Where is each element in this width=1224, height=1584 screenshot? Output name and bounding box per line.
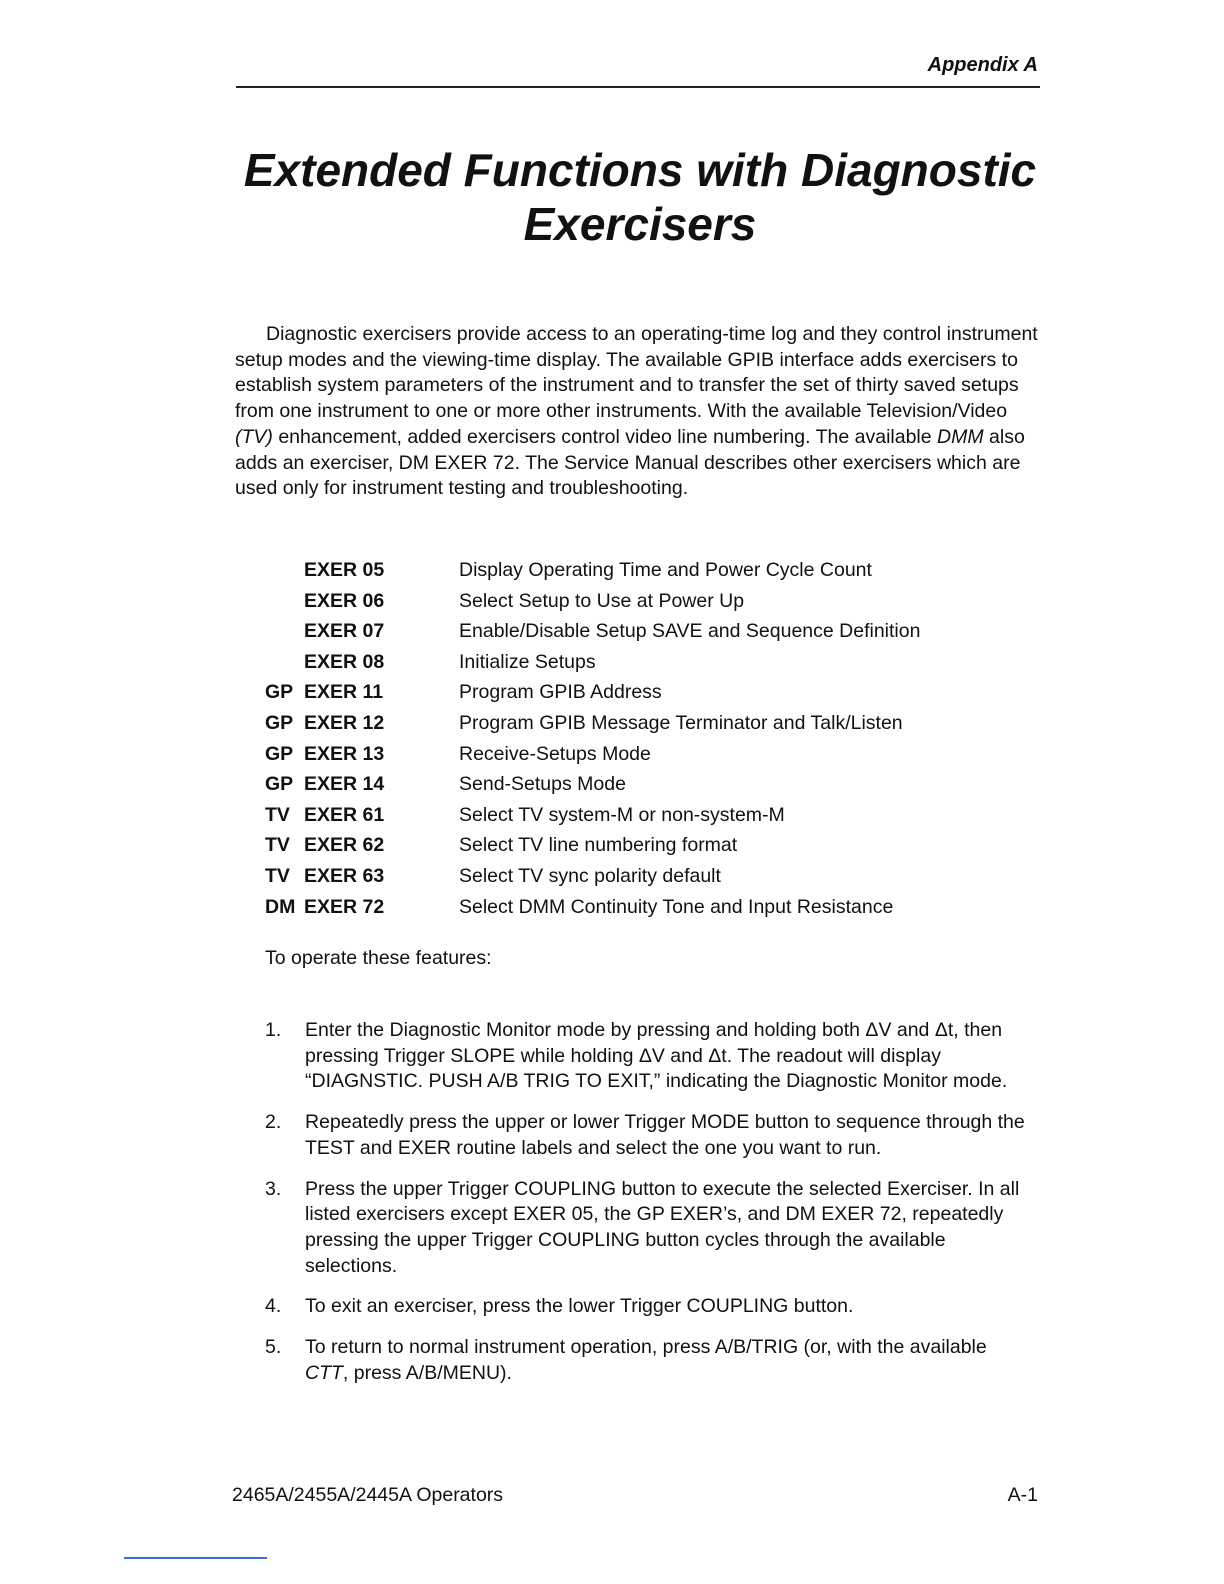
exerciser-code: EXER 13 — [304, 742, 385, 765]
intro-text-2: enhancement, added exercisers control video line numbering. The available — [272, 425, 938, 448]
exerciser-description: Select DMM Continuity Tone and Input Resistance — [459, 895, 894, 918]
intro-text-3: also adds an exerciser, DM EXER 72. The Service Manual describes other exercisers which are used only for instrument testing and troubleshooting. — [235, 425, 1025, 500]
step-text: Enter the Diagnostic Monitor mode by pressing and holding both ΔV and Δt, then pressing Trigger SLOPE while holding ΔV and Δt. The readout will display “DIAGNSTIC. PUSH A/B TRIG TO EXIT,” indicating the Diagnostic Monitor mode. — [305, 1019, 1008, 1093]
exerciser-row — [265, 739, 1025, 770]
exerciser-description: Select TV sync polarity default — [459, 864, 721, 887]
exerciser-prefix: DM — [265, 895, 296, 918]
exerciser-code: EXER 63 — [304, 864, 385, 887]
exerciser-code: EXER 08 — [304, 650, 385, 673]
exerciser-row — [265, 800, 1025, 831]
exerciser-table — [265, 555, 1025, 922]
step-item — [265, 1177, 1035, 1280]
exerciser-row — [265, 830, 1025, 861]
exerciser-description: Program GPIB Message Terminator and Talk/Listen — [459, 711, 903, 734]
step-item — [265, 1294, 1035, 1320]
step-number: 5. — [265, 1336, 282, 1359]
exerciser-description: Select Setup to Use at Power Up — [459, 589, 745, 612]
exerciser-row — [265, 892, 1025, 923]
exerciser-row — [265, 677, 1025, 708]
step-number: 1. — [265, 1019, 282, 1041]
exerciser-row — [265, 647, 1025, 678]
step-text: Press the upper Trigger COUPLING button to execute the selected Exerciser. In all listed exercisers except EXER 05, the GP EXER’s, and DM EXER 72, repeatedly pressing the upper Trigger COUPLING button cycles through the available selections. — [305, 1177, 1020, 1277]
exerciser-code: EXER 12 — [304, 711, 385, 734]
intro-paragraph — [235, 322, 1040, 502]
exerciser-row — [265, 769, 1025, 800]
step-text: Repeatedly press the upper or lower Trigger MODE button to sequence through the TEST and EXER routine labels and select the one you want to run. — [305, 1111, 1025, 1159]
steps-list — [265, 1018, 1035, 1386]
exerciser-row — [265, 616, 1025, 647]
step-number: 3. — [265, 1177, 282, 1200]
exerciser-code: EXER 61 — [304, 803, 385, 826]
title-line-1: Extended Functions with Diagnostic — [243, 144, 1037, 196]
page-title — [236, 143, 1044, 251]
step-item — [265, 1110, 1035, 1161]
step-text-part-1: To return to normal instrument operation, press A/B/TRIG (or, with the available — [305, 1336, 987, 1359]
exerciser-prefix: GP — [265, 681, 294, 704]
exerciser-code: EXER 05 — [304, 559, 385, 581]
tv-term: (TV) — [235, 425, 273, 448]
exerciser-prefix: GP — [265, 773, 294, 796]
exerciser-code: EXER 07 — [304, 620, 385, 643]
exerciser-description: Initialize Setups — [459, 650, 596, 673]
exerciser-code: EXER 14 — [304, 773, 385, 796]
footer-rule — [124, 1557, 267, 1559]
step-text-part-2: , press A/B/MENU). — [342, 1361, 512, 1384]
operate-heading: To operate these features: — [265, 947, 492, 969]
exerciser-prefix: GP — [265, 742, 294, 765]
exerciser-row — [265, 708, 1025, 739]
title-line-2: Exercisers — [523, 198, 757, 250]
exerciser-code: EXER 72 — [304, 895, 385, 918]
header-label: Appendix A — [927, 54, 1038, 76]
exerciser-row — [265, 586, 1025, 617]
exerciser-description: Send-Setups Mode — [459, 773, 626, 796]
exerciser-description: Enable/Disable Setup SAVE and Sequence Definition — [459, 620, 921, 643]
exerciser-code: EXER 06 — [304, 589, 385, 612]
exerciser-code: EXER 11 — [304, 681, 384, 704]
exerciser-description: Receive-Setups Mode — [459, 742, 651, 765]
exerciser-code: EXER 62 — [304, 834, 385, 857]
step-item — [265, 1018, 1035, 1095]
step-text — [305, 1335, 1035, 1386]
exerciser-description: Select TV line numbering format — [459, 834, 738, 857]
exerciser-prefix: TV — [265, 834, 290, 857]
footer-page-number: A-1 — [1007, 1484, 1038, 1506]
step-number: 4. — [265, 1295, 282, 1318]
exerciser-row — [265, 861, 1025, 892]
exerciser-description: Program GPIB Address — [459, 681, 662, 704]
page-header — [236, 52, 1040, 88]
exerciser-description: Display Operating Time and Power Cycle Count — [459, 559, 872, 581]
exerciser-prefix: GP — [265, 711, 294, 734]
exerciser-row — [265, 555, 1025, 586]
exerciser-prefix: TV — [265, 864, 290, 887]
exerciser-prefix: TV — [265, 803, 290, 826]
step-number: 2. — [265, 1111, 282, 1134]
dmm-term: DMM — [937, 425, 984, 448]
step-text: To exit an exerciser, press the lower Trigger COUPLING button. — [305, 1295, 854, 1318]
exerciser-description: Select TV system-M or non-system-M — [459, 803, 785, 826]
footer-manual-title: 2465A/2455A/2445A Operators — [232, 1484, 504, 1506]
intro-text-1: Diagnostic exercisers provide access to an operating-time log and they control instrument setup modes and the viewing-time display. The available GPIB interface adds exercisers to establish system parameters of the instrument and to transfer the set of thirty saved setups from one instrument to one or more other instruments. With the available Television/Video — [235, 323, 1038, 423]
step-item — [265, 1335, 1035, 1386]
ctt-term: CTT — [305, 1361, 343, 1384]
